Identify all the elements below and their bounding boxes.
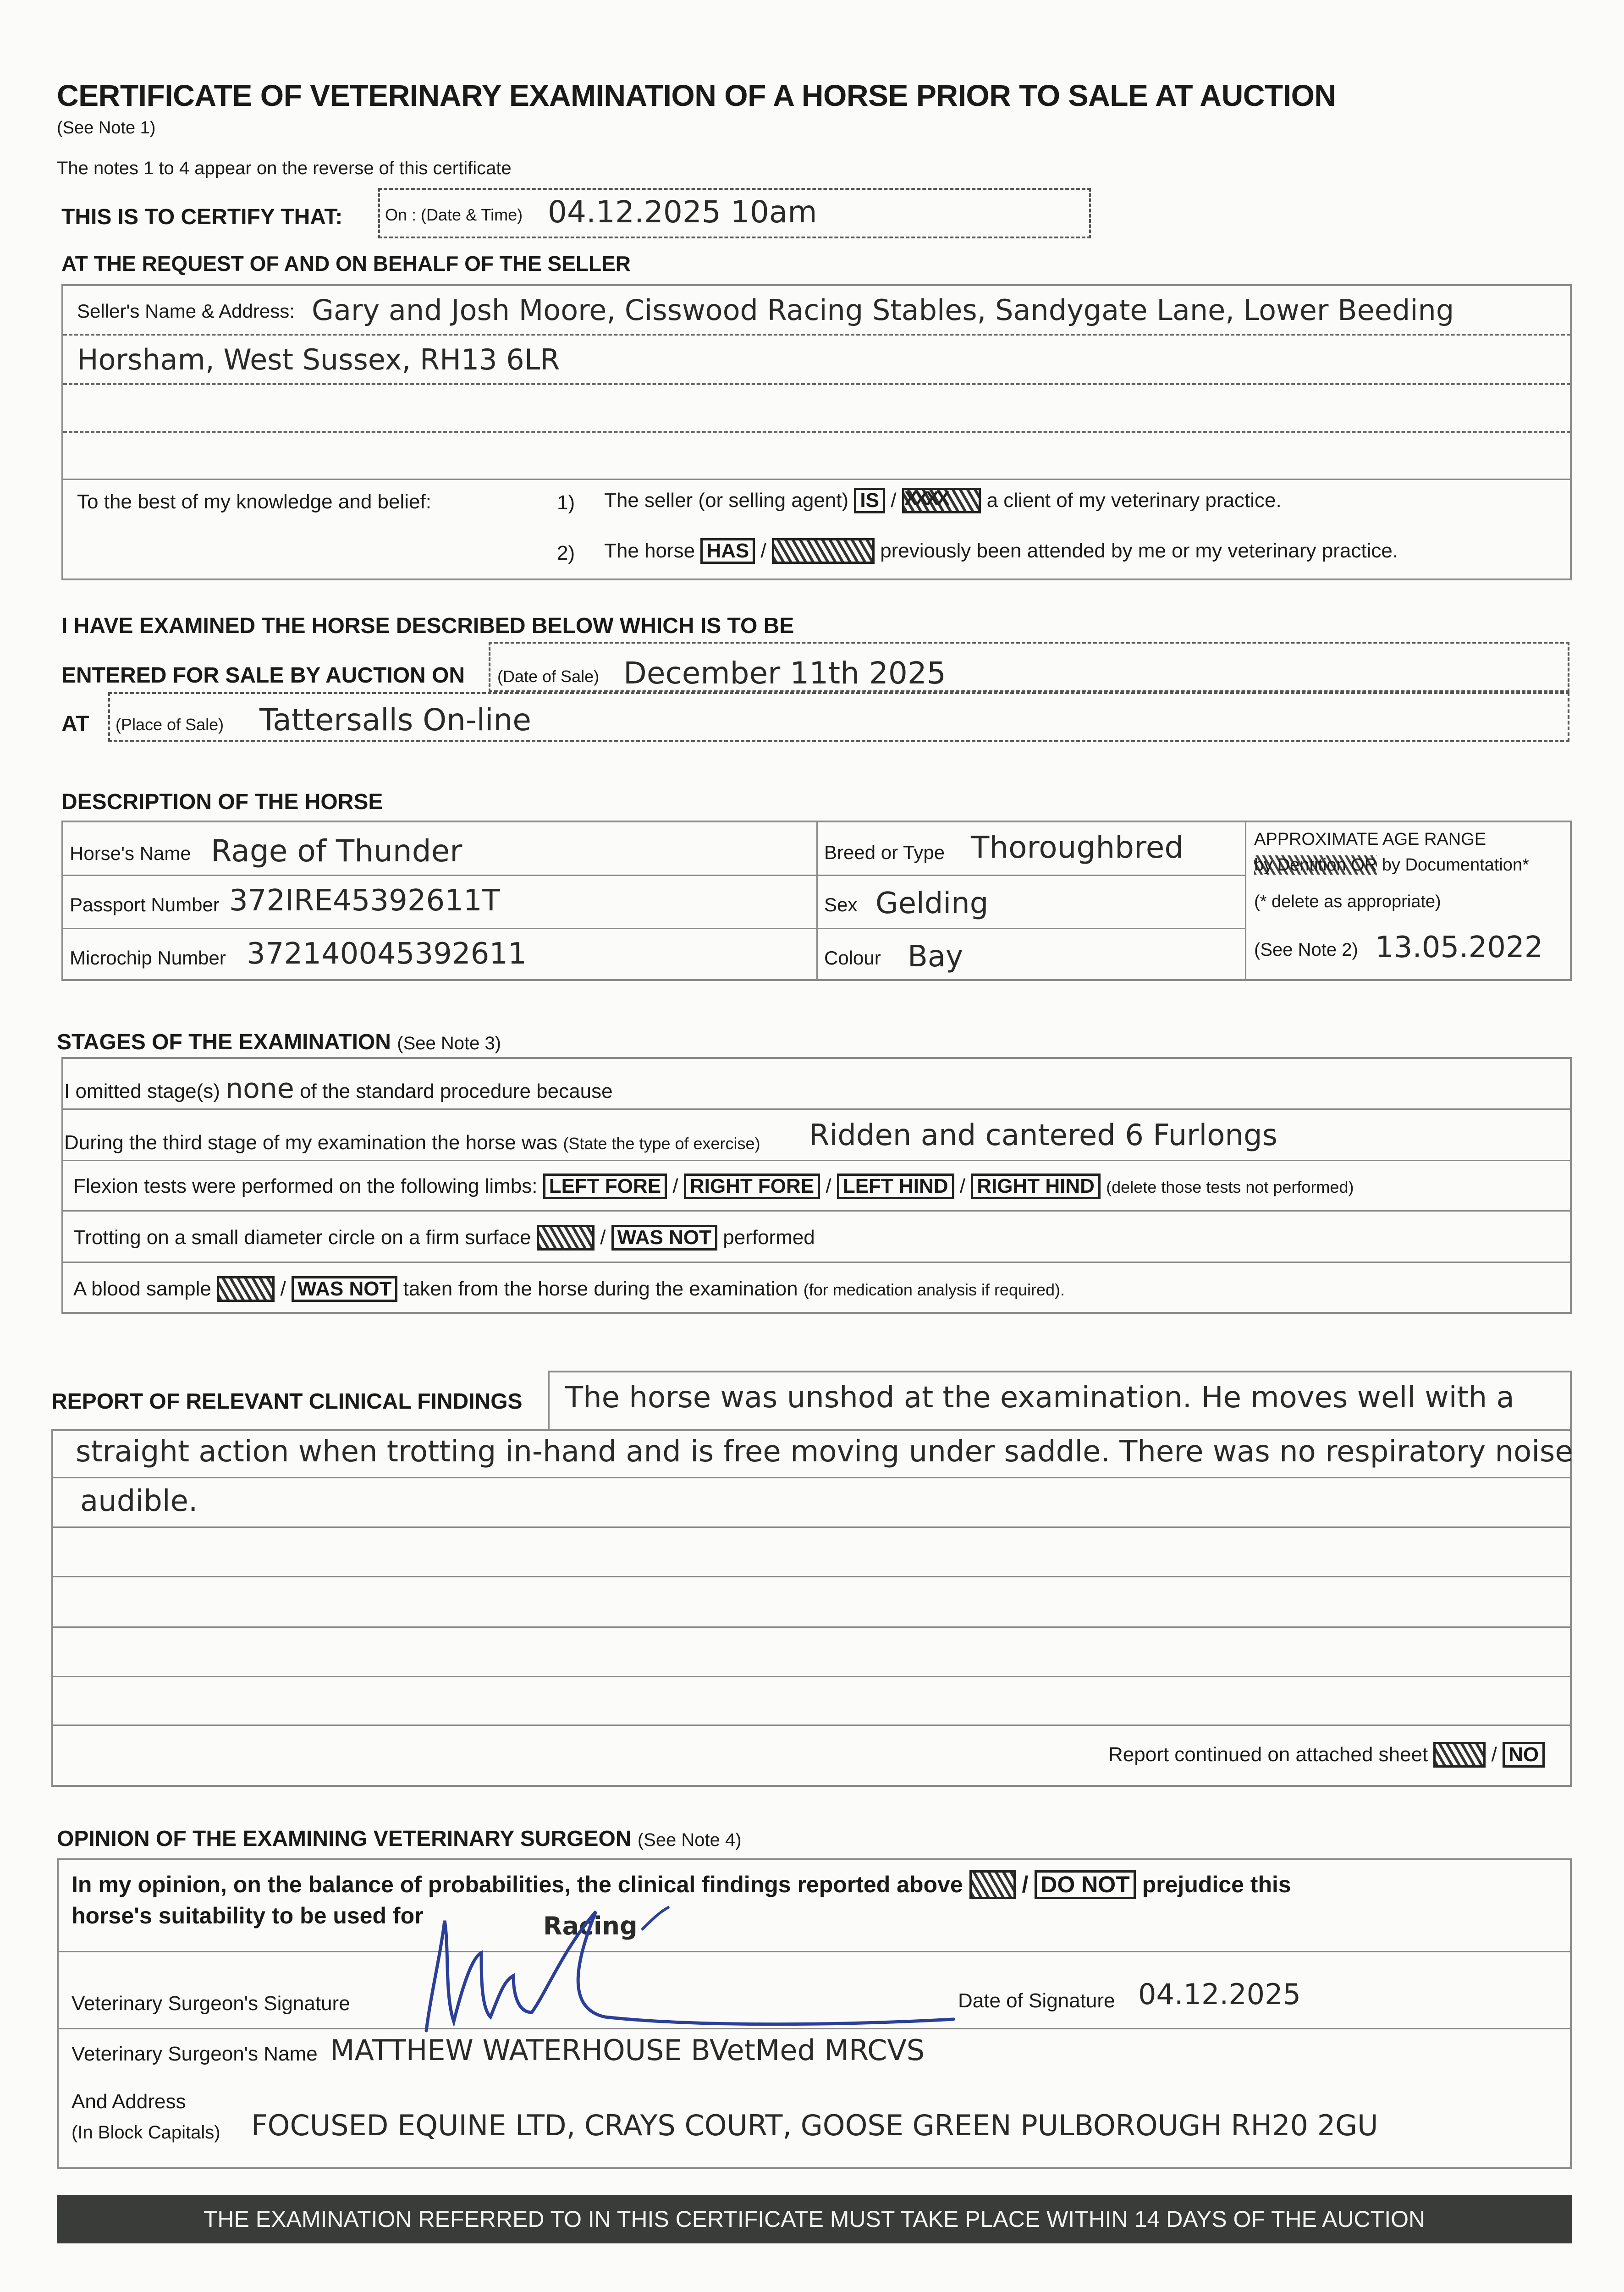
sale-place-label: (Place of Sale) [116, 715, 224, 734]
age-heading: APPROXIMATE AGE RANGE [1254, 830, 1486, 849]
request-label: AT THE REQUEST OF AND ON BEHALF OF THE SELLER [61, 252, 631, 275]
blood-row: A blood sample / WAS NOT taken from the horse during the examination (for medication analysis if required). [73, 1276, 1065, 1302]
trotting-row: Trotting on a small diameter circle on a firm surface / WAS NOT performed [73, 1225, 815, 1251]
belief-item-2-num: 2) [557, 542, 575, 564]
opinion-line-2: horse's suitability to be used for [72, 1903, 424, 1928]
trot-was-option-struck[interactable] [537, 1225, 595, 1251]
sale-date-value: December 11th 2025 [623, 656, 946, 691]
on-date-label: On : (Date & Time) [385, 205, 523, 224]
signature-label: Veterinary Surgeon's Signature [72, 1992, 350, 2015]
footer-banner: THE EXAMINATION REFERRED TO IN THIS CERTIFICATE MUST TAKE PLACE WITHIN 14 DAYS OF THE AUCTION [57, 2195, 1572, 2243]
left-hind-option[interactable]: LEFT HIND [837, 1174, 954, 1199]
passport-value: 372IRE45392611T [229, 884, 500, 918]
date-signature-label: Date of Signature [958, 1989, 1115, 2012]
certificate-title: CERTIFICATE OF VETERINARY EXAMINATION OF A HORSE PRIOR TO SALE AT AUCTION [57, 78, 1336, 112]
entered-heading: ENTERED FOR SALE BY AUCTION ON [61, 663, 465, 688]
flexion-row: Flexion tests were performed on the following limbs: LEFT FORE / RIGHT FORE / LEFT HIND / RIGHT HIND (delete those tests not performed) [73, 1174, 1354, 1199]
continued-no-option[interactable]: NO [1503, 1742, 1545, 1768]
has-option[interactable]: HAS [700, 538, 755, 564]
colour-label: Colour [824, 947, 881, 969]
vet-name-value: MATTHEW WATERHOUSE BVetMed MRCVS [330, 2033, 925, 2067]
age-value: 13.05.2022 [1375, 931, 1543, 964]
description-heading: DESCRIPTION OF THE HORSE [61, 790, 383, 814]
colour-value: Bay [908, 940, 963, 974]
belief-label: To the best of my knowledge and belief: [77, 490, 431, 513]
seller-line-1: Gary and Josh Moore, Cisswood Racing Stables, Sandygate Lane, Lower Beeding [312, 293, 1454, 327]
do-not-option[interactable]: DO NOT [1035, 1870, 1135, 1899]
omitted-row: I omitted stage(s) none of the standard procedure because [64, 1073, 613, 1105]
stages-heading: STAGES OF THE EXAMINATION (See Note 3) [57, 1030, 501, 1054]
opinion-text: In my opinion, on the balance of probabilities, the clinical findings reported above / DO NOT prejudice this [72, 1870, 1291, 1899]
sex-label: Sex [824, 894, 858, 915]
see-note-1: (See Note 1) [57, 118, 156, 138]
opinion-heading: OPINION OF THE EXAMINING VETERINARY SURGEON (See Note 4) [57, 1827, 742, 1851]
horse-name-label: Horse's Name [70, 843, 191, 864]
belief-item-2: The horse HAS / previously been attended by me or my veterinary practice. [604, 538, 1398, 564]
vet-name-label: Veterinary Surgeon's Name [72, 2043, 318, 2065]
date-signature-value: 04.12.2025 [1138, 1978, 1301, 2011]
address-label: And Address [72, 2090, 186, 2113]
third-stage-value: Ridden and cantered 6 Furlongs [809, 1118, 1277, 1152]
certify-label: THIS IS TO CERTIFY THAT: [61, 205, 343, 229]
on-date-value: 04.12.2025 10am [548, 194, 817, 230]
continued-yes-option-struck[interactable] [1433, 1742, 1486, 1768]
sale-date-label: (Date of Sale) [497, 667, 600, 686]
seller-line-2: Horsham, West Sussex, RH13 6LR [77, 343, 560, 376]
address-value: FOCUSED EQUINE LTD, CRAYS COURT, GOOSE GREEN PULBOROUGH RH20 2GU [251, 2109, 1378, 2142]
passport-label: Passport Number [70, 894, 220, 915]
report-line-1: The horse was unshod at the examination. He moves well with a [565, 1381, 1514, 1415]
right-fore-option[interactable]: RIGHT FORE [684, 1174, 820, 1199]
blood-was-not-option[interactable]: WAS NOT [292, 1276, 397, 1302]
microchip-label: Microchip Number [70, 947, 226, 969]
age-delete-note: (* delete as appropriate) [1254, 892, 1441, 911]
report-continued: Report continued on attached sheet / NO [1108, 1742, 1545, 1768]
signature [413, 1902, 1008, 2040]
report-box [51, 1429, 1572, 1787]
notes-line: The notes 1 to 4 appear on the reverse of this certificate [57, 158, 512, 178]
age-struck-option[interactable]: by Dentition OR by Documentation* [1254, 855, 1529, 875]
seller-label: Seller's Name & Address: [77, 300, 295, 322]
use-value: Racing [543, 1912, 638, 1940]
has-not-option-struck[interactable] [772, 538, 875, 564]
sale-place-value: Tattersalls On-line [259, 702, 531, 738]
third-stage-row: During the third stage of my examination the horse was (State the type of exercise) [64, 1131, 760, 1154]
horse-name-value: Rage of Thunder [211, 833, 462, 869]
is-not-option-struck[interactable] [902, 488, 981, 513]
at-label: AT [61, 712, 89, 736]
age-see-note: (See Note 2) [1254, 940, 1358, 960]
breed-label: Breed or Type [824, 842, 945, 863]
breed-value: Thoroughbred [971, 830, 1184, 865]
do-option-struck[interactable] [969, 1870, 1016, 1899]
left-fore-option[interactable]: LEFT FORE [543, 1174, 667, 1199]
report-heading: REPORT OF RELEVANT CLINICAL FINDINGS [51, 1389, 523, 1414]
blood-was-option-struck[interactable] [217, 1276, 275, 1302]
sex-value: Gelding [875, 887, 989, 920]
address-label-2: (In Block Capitals) [72, 2122, 220, 2143]
report-line-3: audible. [80, 1484, 198, 1518]
examined-heading: I HAVE EXAMINED THE HORSE DESCRIBED BELOW WHICH IS TO BE [61, 614, 794, 638]
microchip-value: 372140045392611 [247, 937, 527, 971]
belief-item-1-num: 1) [557, 491, 575, 514]
is-option[interactable]: IS [854, 488, 885, 513]
belief-item-1: The seller (or selling agent) IS / a client of my veterinary practice. [604, 488, 1282, 513]
trot-was-not-option[interactable]: WAS NOT [611, 1225, 717, 1251]
right-hind-option[interactable]: RIGHT HIND [971, 1174, 1101, 1199]
report-line-2: straight action when trotting in-hand and is free moving under saddle. There was no respiratory noise [76, 1435, 1573, 1469]
